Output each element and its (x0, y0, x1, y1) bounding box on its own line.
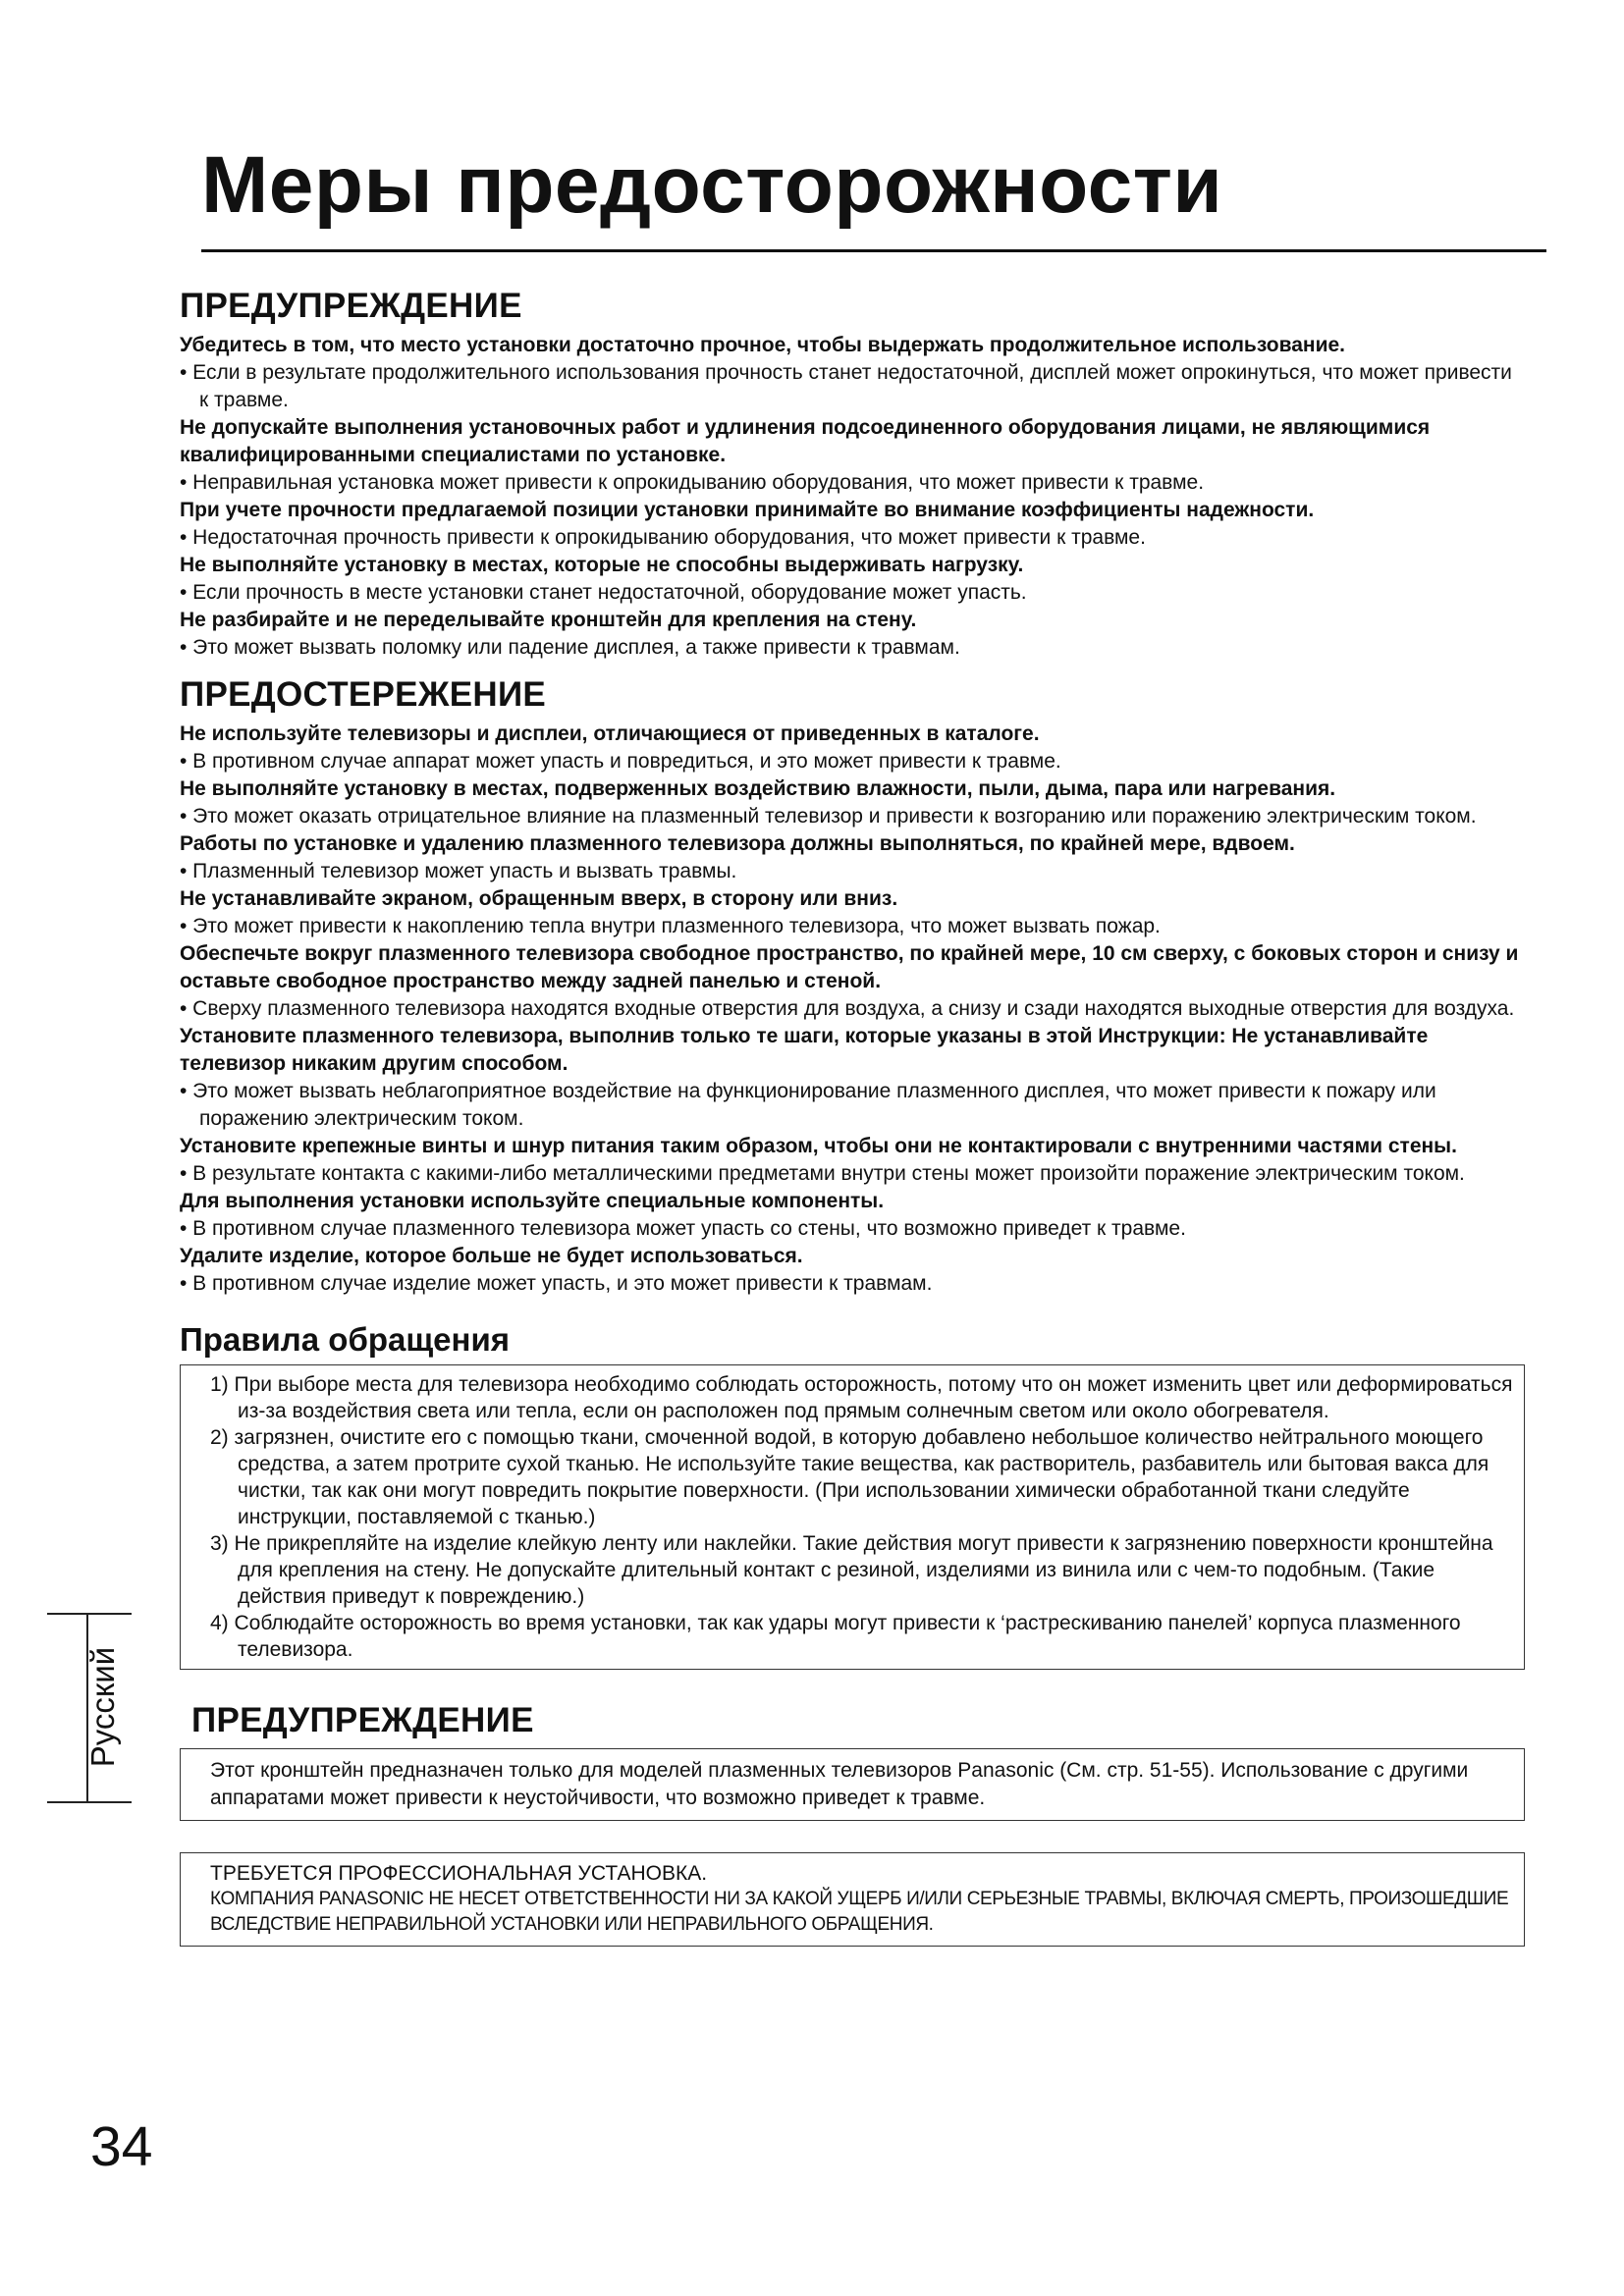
warning-item-4-title: Не выполняйте установку в местах, которые не способны выдерживать нагрузку. (180, 554, 1024, 576)
caution-item-5-title: Обеспечьте вокруг плазменного телевизора свободное пространство, по крайней мере, 10 см сверху, с боковых сторон и снизу и оставьте свободное пространство между задней панелью и стеной. (180, 942, 1519, 992)
caution-item-3-title: Работы по установке и удалению плазменного телевизора должны выполняться, по крайней мере, вдвоем. (180, 832, 1295, 855)
title-divider (201, 249, 1546, 252)
caution-item-9-title: Удалите изделие, которое больше не будет использоваться. (180, 1245, 803, 1267)
caution-item-2-title: Не выполняйте установку в местах, подверженных воздействию влажности, пыли, дыма, пара или нагревания. (180, 777, 1336, 800)
warning-item-1-text: • Если в результате продолжительного использования прочность станет недостаточной, дисплей может опрокинуться, что может привести к травме. (180, 361, 1512, 411)
handling-box (180, 1364, 1525, 1670)
handling-item-2: 2) загрязнен, очистите его с помощью ткани, смоченной водой, в которую добавлено небольшое количество нейтрального моющего средства, а затем протрите сухой тканью. Не используйте такие вещества, как растворитель, разбавитель или бытовая вакса для чистки, так как они могут повредить покрытие поверхности. (При использовании химически обработанной ткани следуйте инструкции, поставляемой с тканью.) (210, 1426, 1489, 1528)
warning-item-5-text: • Это может вызвать поломку или падение дисплея, а также привести к травмам. (180, 636, 960, 659)
warning-2-heading: ПРЕДУПРЕЖДЕНИЕ (191, 1701, 534, 1739)
caution-item-1-title: Не используйте телевизоры и дисплеи, отличающиеся от приведенных в каталоге. (180, 722, 1040, 745)
caution-item-7-text: • В результате контакта с какими-либо металлическими предметами внутри стены может произойти поражение электрическим током. (180, 1162, 1465, 1185)
warning-item-4-text: • Если прочность в месте установки станет недостаточной, оборудование может упасть. (180, 581, 1027, 604)
professional-install-title: ТРЕБУЕТСЯ ПРОФЕССИОНАЛЬНАЯ УСТАНОВКА. (210, 1862, 708, 1885)
liability-disclaimer: КОМПАНИЯ PANASONIC НЕ НЕСЕТ ОТВЕТСТВЕННОСТИ НИ ЗА КАКОЙ УЩЕРБ И/ИЛИ СЕРЬЕЗНЫЕ ТРАВМЫ, ВКЛЮЧАЯ СМЕРТЬ, ПРОИЗОШЕДШИЕ ВСЛЕДСТВИЕ НЕПРАВИЛЬНОЙ УСТАНОВКИ ИЛИ НЕПРАВИЛЬНОГО ОБРАЩЕНИЯ. (210, 1889, 1509, 1935)
caution-item-8-title: Для выполнения установки используйте специальные компоненты. (180, 1190, 885, 1212)
warning-list (180, 332, 1525, 662)
language-tab-label: Русский (84, 1646, 121, 1768)
caution-item-8-text: • В противном случае плазменного телевизора может упасть со стены, что возможно приведет к травме. (180, 1217, 1186, 1240)
caution-heading: ПРЕДОСТЕРЕЖЕНИЕ (180, 675, 547, 714)
page-title: Меры предосторожности (201, 140, 1223, 230)
warning-item-3-title: При учете прочности предлагаемой позиции установки принимайте во внимание коэффициенты надежности. (180, 499, 1315, 521)
warning-2-box (180, 1748, 1525, 1821)
caution-item-4-title: Не устанавливайте экраном, обращенным вверх, в сторону или вниз. (180, 887, 898, 910)
language-tab (47, 1613, 132, 1803)
page-number: 34 (90, 2115, 153, 2178)
handling-item-4: 4) Соблюдайте осторожность во время установки, так как удары могут привести к ‘растрескиванию панелей’ корпуса плазменного телевизора. (210, 1612, 1461, 1661)
caution-item-6-text: • Это может вызвать неблагоприятное воздействие на функционирование плазменного дисплея, что может привести к пожару или поражению электрическим током. (180, 1080, 1436, 1130)
caution-list (180, 721, 1525, 1298)
handling-item-3: 3) Не прикрепляйте на изделие клейкую ленту или наклейки. Такие действия могут привести к загрязнению поверхности кронштейна для крепления на стену. Не допускайте длительный контакт с резиной, изделиями из винила или с чем-то подобным. (Такие действия приведут к повреждению.) (210, 1532, 1493, 1608)
professional-install-box (180, 1852, 1525, 1947)
warning-item-1-title: Убедитесь в том, что место установки достаточно прочное, чтобы выдержать продолжительное использование. (180, 334, 1346, 356)
warning-item-3-text: • Недостаточная прочность привести к опрокидыванию оборудования, что может привести к травме. (180, 526, 1146, 549)
handling-item-1: 1) При выборе места для телевизора необходимо соблюдать осторожность, потому что он может изменить цвет или деформироваться из-за воздействия света или тепла, если он расположен под прямым солнечным светом или около обогревателя. (210, 1373, 1513, 1422)
caution-item-5-text: • Сверху плазменного телевизора находятся входные отверстия для воздуха, а снизу и сзади находятся выходные отверстия для воздуха. (180, 997, 1515, 1020)
caution-item-2-text: • Это может оказать отрицательное влияние на плазменный телевизор и привести к возгоранию или поражению электрическим током. (180, 805, 1477, 828)
handling-heading: Правила обращения (180, 1321, 511, 1358)
caution-item-1-text: • В противном случае аппарат может упасть и повредиться, и это может привести к травме. (180, 750, 1061, 773)
main-content (180, 285, 1525, 1947)
warning-item-5-title: Не разбирайте и не переделывайте кронштейн для крепления на стену. (180, 609, 917, 631)
caution-item-4-text: • Это может привести к накоплению тепла внутри плазменного телевизора, что может вызвать пожар. (180, 915, 1161, 937)
warning-item-2-text: • Неправильная установка может привести к опрокидыванию оборудования, что может привести к травме. (180, 471, 1205, 494)
caution-item-3-text: • Плазменный телевизор может упасть и вызвать травмы. (180, 860, 737, 882)
caution-item-6-title: Установите плазменного телевизора, выполнив только те шаги, которые указаны в этой Инструкции: Не устанавливайте телевизор никаким другим способом. (180, 1025, 1429, 1075)
warning-heading: ПРЕДУПРЕЖДЕНИЕ (180, 287, 522, 325)
caution-item-9-text: • В противном случае изделие может упасть, и это может привести к травмам. (180, 1272, 933, 1295)
warning-2-text: Этот кронштейн предназначен только для моделей плазменных телевизоров Panasonic (См. стр. 51-55). Использование с другими аппаратами может привести к неустойчивости, что возможно приведет к травме. (210, 1759, 1469, 1809)
warning-item-2-title: Не допускайте выполнения установочных работ и удлинения подсоединенного оборудования лицами, не являющимися квалифицированными специалистами по установке. (180, 416, 1431, 466)
caution-item-7-title: Установите крепежные винты и шнур питания таким образом, чтобы они не контактировали с внутренними частями стены. (180, 1135, 1457, 1157)
